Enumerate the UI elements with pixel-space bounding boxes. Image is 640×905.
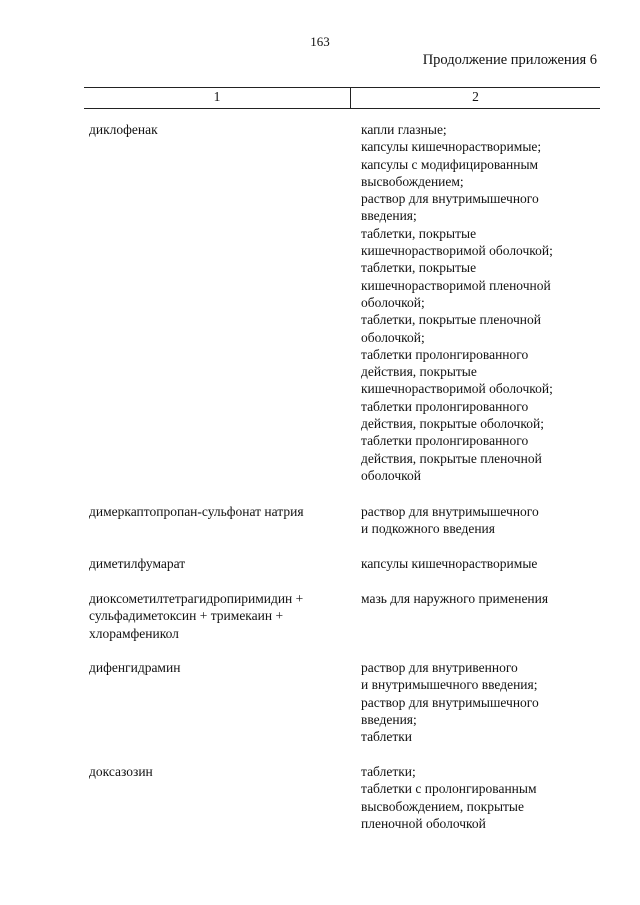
drug-name: дифенгидрамин <box>89 660 181 675</box>
dosage-forms: таблетки; таблетки с пролонгированным высвобождением, покрытые пленочной оболочкой <box>361 764 537 831</box>
dosage-forms: мазь для наружного применения <box>361 591 549 606</box>
drug-name: доксазозин <box>89 764 153 779</box>
dosage-forms: раствор для внутривенного и внутримышечного введения; раствор для внутримышечного введения; таблетки <box>361 660 539 745</box>
dosage-forms: капли глазные; капсулы кишечнорастворимые; капсулы с модифицированным высвобождением; раствор для внутримышечного введения; таблетки, покрытые кишечнорастворимой оболочкой; таблетки, покрытые кишечнорастворимой пленочной оболочкой; таблетки, покрытые пленочной оболочкой; таблетки пролонгированного действия, покрытые кишечнорастворимой оболочкой; таблетки пролонгированного действия, покрытые оболочкой; таблетки пролонгированного действия, покрытые пленочной оболочкой <box>361 122 553 483</box>
column-number-1: 1 <box>213 89 221 104</box>
drug-name: диклофенак <box>89 122 158 137</box>
drug-name: диоксометилтетрагидропиримидин + сульфадиметоксин + тримекаин + хлорамфеникол <box>89 591 304 641</box>
dosage-forms: раствор для внутримышечного и подкожного введения <box>361 504 539 537</box>
drug-name: димеркаптопропан-сульфонат натрия <box>89 504 304 519</box>
column-number-2: 2 <box>472 89 479 104</box>
drug-name: диметилфумарат <box>89 556 186 571</box>
table-column-header <box>84 87 600 109</box>
page-number: 163 <box>310 34 330 49</box>
appendix-continuation-note: Продолжение приложения 6 <box>422 52 597 68</box>
dosage-forms: капсулы кишечнорастворимые <box>361 556 538 571</box>
